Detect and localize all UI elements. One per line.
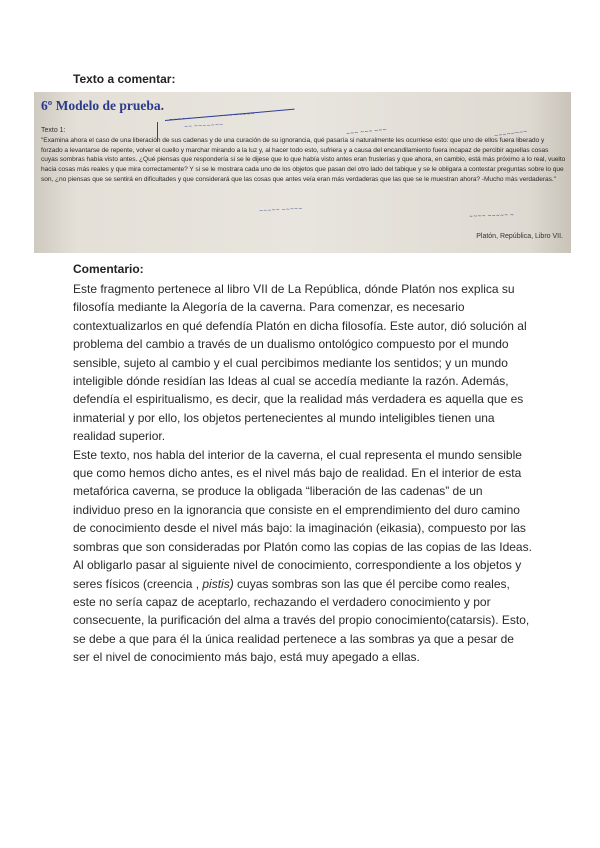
comment-body xyxy=(73,280,533,667)
handwritten-annotation: ~~~ ~~~ ~~~ xyxy=(345,126,388,138)
scan-label: Texto 1: xyxy=(41,127,66,134)
handwritten-annotation: ~~~~ ~ ~~~~~~~ ~~ ~~~~~ xyxy=(168,111,256,123)
comment-paragraph xyxy=(73,446,533,667)
handwritten-annotation: ~~ ~~~~~~~ xyxy=(183,121,224,131)
handwritten-annotation: ~~~~~~~~ xyxy=(493,128,528,140)
comment-paragraph: Este fragmento pertenece al libro VII de La República, dónde Platón nos explica su filosofía mediante la Alegoría de la caverna. Para comenzar, es necesario contextualizarlos en qué defendía Platón en dicha filosofía. Este autor, dió solución al problema del cambio a través de un dualismo ontológico compuesto por el mundo sensible, sujeto al cambio y el cual percibimos mediante los sentidos; y un mundo inteligible dónde residían las Ideas al cual se accedía mediante la razón. Además, defendía el espiritualismo, es decir, que la realidad más verdadera es aquella que es inmaterial y por ello, los objetos pertenecientes al mundo inteligibles tienen una realidad superior. xyxy=(73,282,527,444)
scan-text: "Examina ahora el caso de una liberación de sus cadenas y de una curación de su ignorancia, qué pasaría si naturalmente les ocurriese esto: que uno de ellos fuera liberado y forzado a levantarse de repente, volver el cuello y marchar mirando a la luz y, al hacer todo esto, sufriera y a causa del encandilamiento fuera incapaz de percibir aquellas cosas cuyas sombras había visto antes. ¿Qué piensas que respondería si se le dijese que lo que había visto antes eran fruslerías y que ahora, en cambio, está más próximo a lo real, vuelto hacia cosas más reales y que mira correctamente? Y si se le mostrara cada uno de los objetos que pasan del otro lado del tabique y se le obligara a contestar preguntas sobre lo que son, ¿no piensas que se sentirá en dificultades y que considerará que las cosas que antes veía eran más verdaderas que las que se le muestran ahora? -Mucho más verdaderas." xyxy=(41,137,566,183)
italic-term: pistis) xyxy=(202,576,234,591)
paragraph-text: Este texto, nos habla del interior de la caverna, el cual representa el mundo sensible que como hemos dicho antes, es el nivel más bajo de realidad. En el interior de esta metafórica caverna, se produce la obligada “liberación de las cadenas” de un individuo preso en la ignorancia que consiste en el emprendimiento del duro camino de conocimiento desde el nivel más bajo: la imaginación (eikasia), compuesto por las sombras que son consideradas por Platón como las copias de las copias de las Ideas. Al obligarlo pasar al siguiente nivel de conocimiento, correspondiente a los objetos y seres físicos (creencia , xyxy=(73,447,532,591)
handwritten-annotation: ~~~~ ~~~~~ ~ xyxy=(468,212,515,220)
comment-title: Comentario: xyxy=(73,262,144,276)
scanned-exam-image xyxy=(34,92,571,253)
paragraph-text: cuyas sombras son las que él percibe como reales, este no sería capaz de aceptarlo, rechazando el verdadero conocimiento y por consecuente, la purificación del alma a través del propio conocimiento(catarsis). Esto, se debe a que para él la única realidad pertenece a las sombras ya que a pesar de ser el nivel de conocimiento más bajo, está muy apegado a ellas. xyxy=(73,576,530,665)
handwritten-annotation: ~~~~~ ~~~~~ xyxy=(258,205,303,215)
handwritten-mark xyxy=(157,122,158,142)
section-heading-text: Texto a comentar: xyxy=(73,72,176,86)
scan-title: 6º Modelo de prueba. xyxy=(41,98,164,113)
scan-citation: Platón, República, Libro VII. xyxy=(476,233,563,240)
